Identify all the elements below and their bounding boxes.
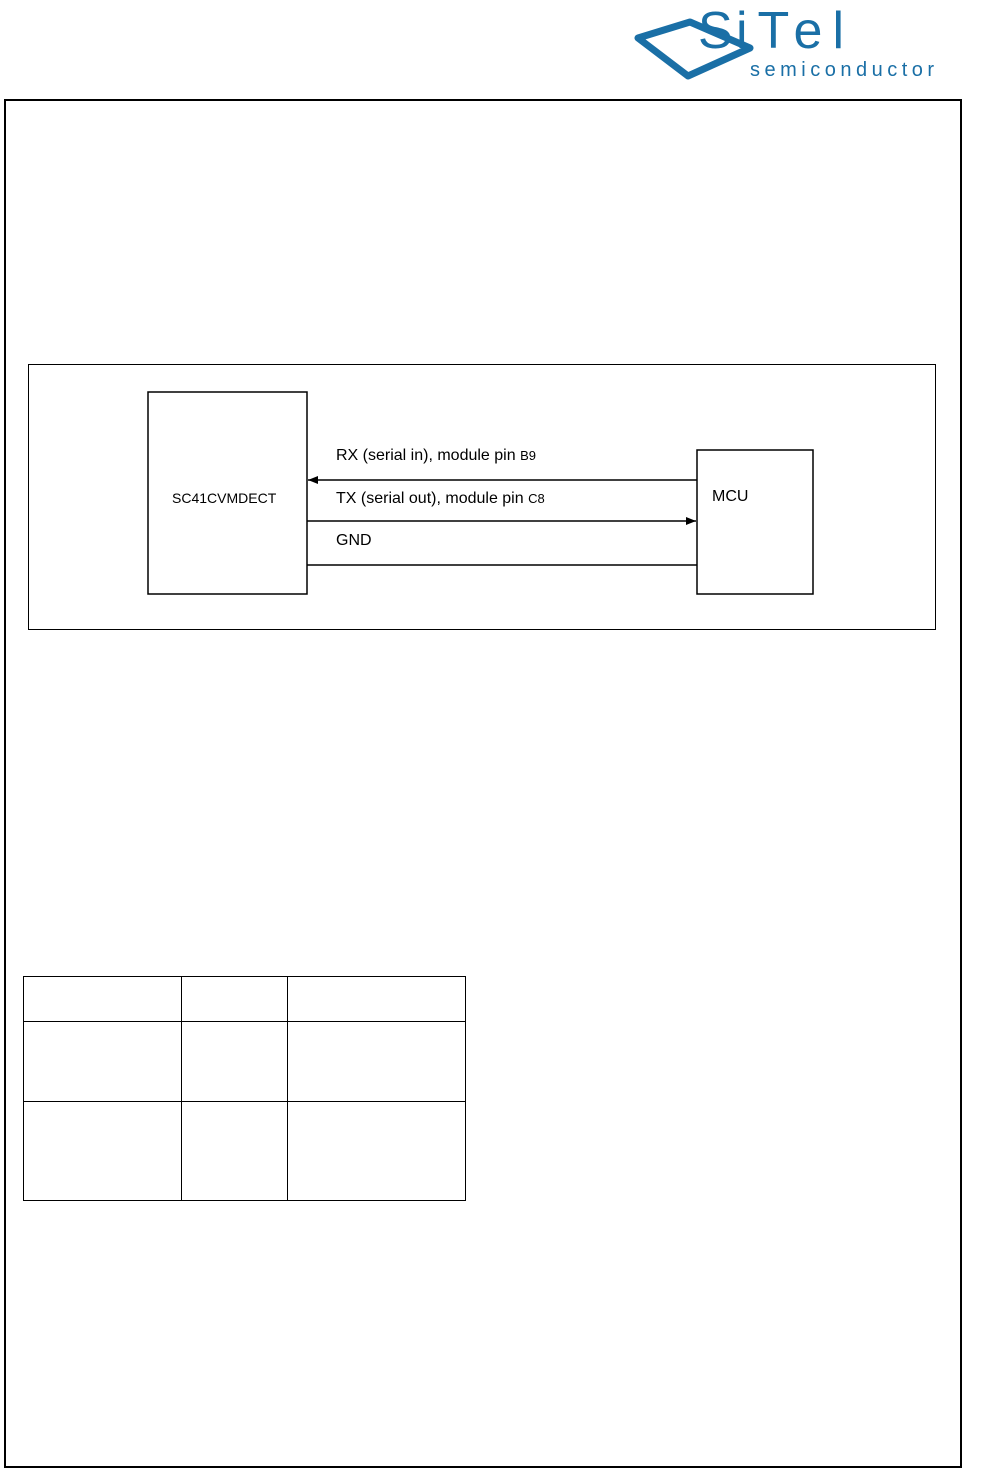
logo-tagline: semiconductor bbox=[750, 59, 939, 81]
table-cell bbox=[182, 1022, 288, 1102]
table-cell bbox=[288, 1022, 466, 1102]
tx-signal-label bbox=[336, 490, 545, 507]
table-cell bbox=[24, 1022, 182, 1102]
tx-signal-pin: C8 bbox=[528, 491, 545, 506]
pin-table bbox=[23, 976, 466, 1201]
table-cell bbox=[182, 1102, 288, 1201]
tx-signal-name: TX (serial out), module pin bbox=[336, 490, 524, 507]
gnd-signal-label: GND bbox=[336, 532, 372, 549]
mcu-block bbox=[697, 450, 813, 594]
sitel-logo bbox=[632, 0, 992, 92]
rx-signal-name: RX (serial in), module pin bbox=[336, 447, 516, 464]
table-cell bbox=[182, 977, 288, 1022]
table-row bbox=[24, 977, 466, 1022]
table-row bbox=[24, 1102, 466, 1201]
page-frame bbox=[4, 99, 962, 1468]
table-cell bbox=[24, 977, 182, 1022]
rx-signal-label bbox=[336, 447, 536, 464]
logo-brand-rest: iTel bbox=[736, 2, 855, 60]
table-cell bbox=[288, 1102, 466, 1201]
logo-brand-initial: S bbox=[698, 2, 733, 60]
table-row bbox=[24, 1022, 466, 1102]
table-cell bbox=[288, 977, 466, 1022]
rx-signal-pin: B9 bbox=[520, 448, 536, 463]
connection-diagram bbox=[28, 364, 936, 630]
logo-mark-icon bbox=[638, 22, 750, 76]
mcu-label: MCU bbox=[712, 488, 749, 505]
table-cell bbox=[24, 1102, 182, 1201]
module-label: SC41CVMDECT bbox=[172, 490, 277, 506]
